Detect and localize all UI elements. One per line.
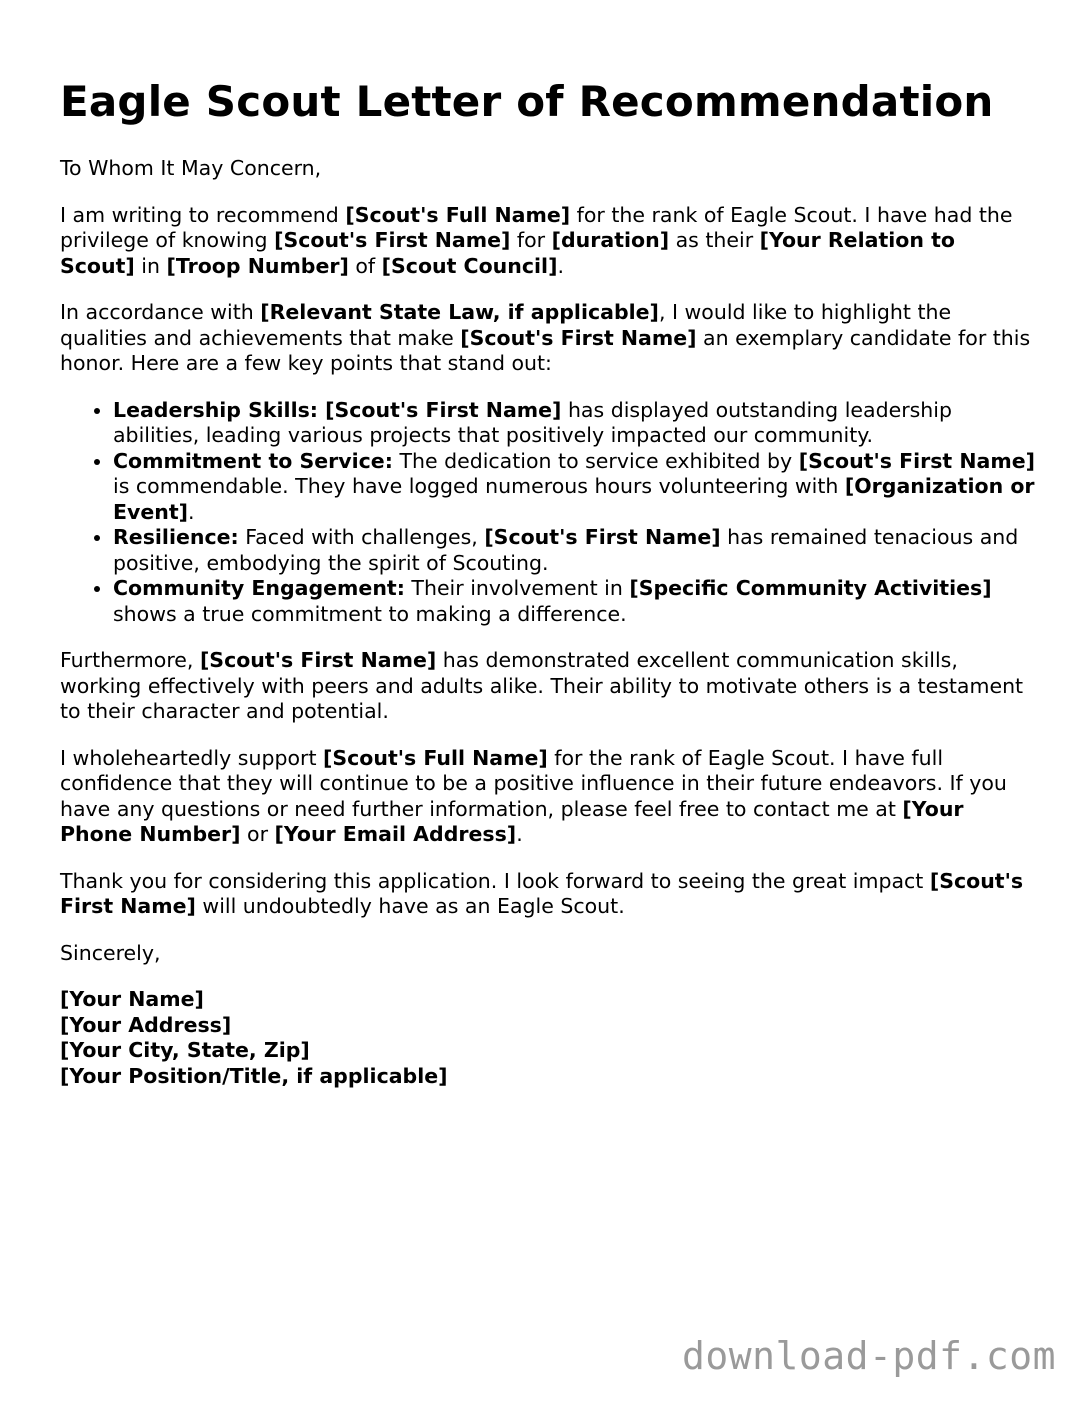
placeholder-scout-first-name: [Scout's First Name] (60, 868, 1024, 918)
placeholder-email-address: [Your Email Address] (274, 822, 517, 846)
text-run: for the rank of Eagle Scout. I have full confidence that they will continue to be a positive influence in their future endeavors. If you have any questions or need further information, please feel free to contact me at (60, 745, 1007, 821)
text-run: Thank you for considering this application. I look forward to seeing the great impact (60, 868, 930, 893)
placeholder-scout-first-name: [Scout's First Name] (460, 325, 697, 350)
text-run: I am writing to recommend (60, 202, 346, 227)
signature-name: [Your Name] (60, 987, 204, 1011)
text-run: will undoubtedly have as an Eagle Scout. (195, 894, 625, 918)
paragraph-thanks (60, 869, 1035, 920)
placeholder-organization: [Organization or Event] (113, 474, 1035, 524)
placeholder-scout-council: [Scout Council] (381, 253, 558, 278)
text-run: as their (669, 228, 760, 252)
text-run: for the rank of Eagle Scout. I have had the privilege of knowing (60, 202, 1013, 252)
watermark: download-pdf.com (681, 1334, 1056, 1378)
list-item-community (113, 576, 1035, 627)
placeholder-duration: [duration] (551, 228, 670, 252)
text-run: In accordance with (60, 300, 261, 324)
placeholder-scout-first-name: [Scout's First Name] (199, 648, 437, 672)
point-label: Community Engagement: (113, 576, 405, 600)
text-run: has demonstrated excellent communication skills, working effectively with peers and adults alike. Their ability to motivate others is a testament to their character and potential. (60, 648, 1024, 723)
closing: Sincerely, (60, 940, 161, 965)
placeholder-scout-first-name: [Scout's First Name] (325, 397, 562, 422)
text-run: or (240, 822, 275, 846)
paragraph-accordance (60, 300, 1035, 377)
point-label: Resilience: (113, 525, 239, 549)
text-run: for (510, 228, 552, 252)
placeholder-scout-first-name: [Scout's First Name] (798, 448, 1035, 473)
placeholder-scout-first-name: [Scout's First Name] (274, 228, 511, 252)
point-label: Commitment to Service: (113, 448, 393, 473)
signature-city: [Your City, State, Zip] (60, 1038, 310, 1062)
text-run: shows a true commitment to making a difference. (113, 601, 627, 626)
text-run: Furthermore, (60, 648, 200, 672)
text-run: . (557, 253, 564, 278)
placeholder-scout-full-name: [Scout's Full Name] (345, 202, 571, 227)
placeholder-scout-full-name: [Scout's Full Name] (323, 745, 548, 770)
placeholder-relation: [Your Relation to Scout] (60, 228, 955, 278)
placeholder-community-activities: [Specific Community Activities] (629, 576, 992, 600)
salutation: To Whom It May Concern, (60, 156, 322, 180)
text-run: . (188, 499, 195, 524)
page-title: Eagle Scout Letter of Recommendation (60, 77, 994, 126)
placeholder-troop-number: [Troop Number] (166, 253, 349, 278)
letter-page (60, 76, 1035, 1089)
list-item-leadership (113, 398, 1035, 449)
text-run: has displayed outstanding leadership abilities, leading various projects that positively impacted our community. (113, 397, 953, 447)
placeholder-phone-number: [Your Phone Number] (60, 796, 964, 846)
text-run: in (134, 253, 167, 278)
paragraph-support (60, 746, 1035, 848)
paragraph-furthermore (60, 648, 1035, 725)
text-run: has remained tenacious and positive, embodying the spirit of Scouting. (113, 525, 1019, 575)
text-run: , I would like to highlight the qualities and achievements that make (60, 300, 952, 350)
signature-position: [Your Position/Title, if applicable] (60, 1063, 448, 1088)
text-run: an exemplary candidate for this honor. Here are a few key points that stand out: (60, 325, 1031, 375)
signature-address: [Your Address] (60, 1012, 232, 1037)
key-points-list (60, 398, 1035, 628)
text-run: The dedication to service exhibited by (392, 448, 799, 473)
placeholder-state-law: [Relevant State Law, if applicable] (260, 300, 659, 324)
text-run: Faced with challenges, (238, 525, 485, 549)
text-run: . (516, 822, 523, 846)
list-item-service (113, 449, 1035, 526)
placeholder-scout-first-name: [Scout's First Name] (484, 525, 721, 549)
point-label: Leadership Skills: (113, 397, 326, 422)
text-run: of (348, 253, 382, 278)
list-item-resilience (113, 525, 1035, 576)
text-run: is commendable. They have logged numerous hours volunteering with (113, 474, 845, 498)
text-run: I wholeheartedly support (60, 745, 323, 770)
paragraph-intro (60, 203, 1035, 280)
signature-block (60, 987, 1035, 1089)
text-run: Their involvement in (404, 576, 630, 600)
